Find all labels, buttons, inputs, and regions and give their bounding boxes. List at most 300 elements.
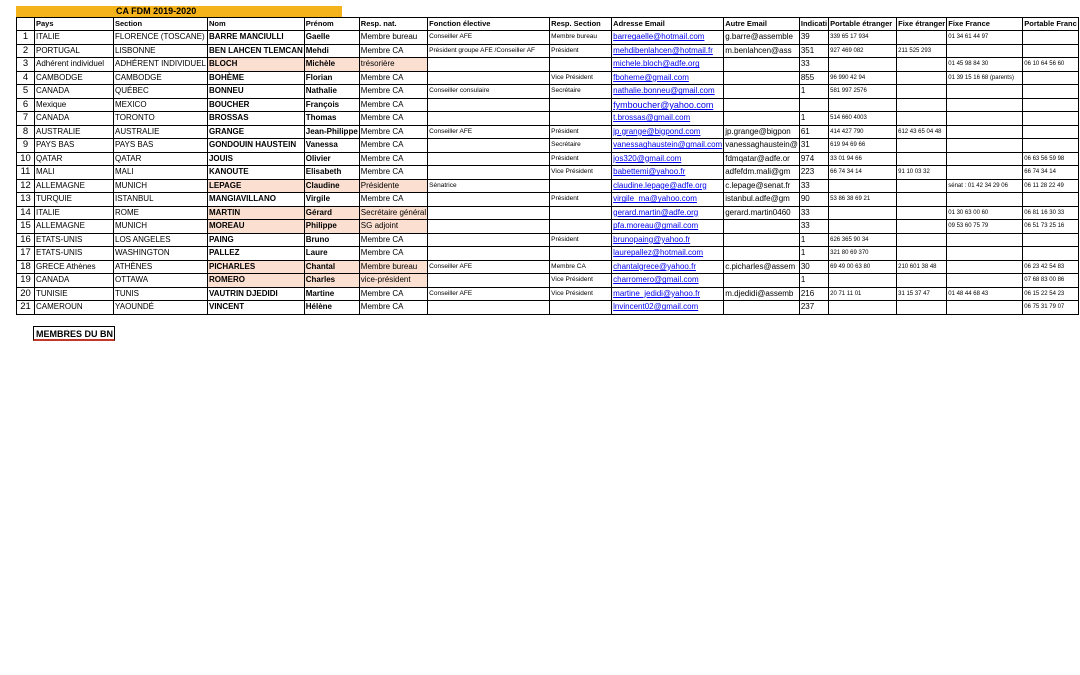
col-section-header: Section <box>114 18 208 31</box>
section-cell: ATHÈNES <box>114 260 208 274</box>
resp-nat-cell: Membre CA <box>359 112 427 126</box>
table-row <box>17 206 1079 220</box>
autre-email-cell <box>724 85 800 99</box>
fixe-etranger-cell <box>897 112 947 126</box>
prenom-cell: Philippe <box>304 220 359 234</box>
prenom-cell: Vanessa <box>304 139 359 153</box>
portable-etranger-cell: 626 365 90 34 <box>829 233 897 247</box>
table-row <box>17 139 1079 153</box>
row-number: 16 <box>17 233 35 247</box>
fixe-france-cell <box>947 193 1023 207</box>
pays-cell: QATAR <box>35 152 114 166</box>
portable-etranger-cell <box>829 58 897 72</box>
email-cell[interactable]: virgile_ma@yahoo.com <box>612 193 724 207</box>
portable-etranger-cell: 321 80 69 370 <box>829 247 897 261</box>
nom-cell: MARTIN <box>207 206 304 220</box>
sheet-title: CA FDM 2019-2020 <box>116 6 197 16</box>
autre-email-cell: g.barre@assemble <box>724 31 800 45</box>
pays-cell: MALI <box>35 166 114 180</box>
indicatif-cell: 855 <box>799 71 828 85</box>
row-number: 5 <box>17 85 35 99</box>
autre-email-cell <box>724 233 800 247</box>
indicatif-cell: 216 <box>799 287 828 301</box>
resp-section-cell: Président <box>550 125 612 139</box>
fonction-cell: Conseiller AFE <box>428 31 550 45</box>
col-fixe-france-header: Fixe France <box>947 18 1023 31</box>
table-row <box>17 193 1079 207</box>
autre-email-cell: adfefdm.mali@gm <box>724 166 800 180</box>
portable-etranger-cell <box>829 179 897 193</box>
resp-section-cell <box>550 220 612 234</box>
resp-section-cell: Président <box>550 193 612 207</box>
fixe-france-cell: 01 48 44 68 43 <box>947 287 1023 301</box>
portable-etranger-cell: 53 86 38 69 21 <box>829 193 897 207</box>
table-row <box>17 31 1079 45</box>
fonction-cell <box>428 152 550 166</box>
col-prenom-header: Prénom <box>304 18 359 31</box>
table-row <box>17 260 1079 274</box>
col-fonction-header: Fonction élective <box>428 18 550 31</box>
nom-cell: JOUIS <box>207 152 304 166</box>
fonction-cell <box>428 98 550 112</box>
table-row <box>17 44 1079 58</box>
row-number: 9 <box>17 139 35 153</box>
indicatif-cell: 1 <box>799 112 828 126</box>
autre-email-cell: fdmqatar@adfe.or <box>724 152 800 166</box>
resp-nat-cell: Membre CA <box>359 287 427 301</box>
portable-france-cell: 06 11 28 22 49 <box>1023 179 1079 193</box>
prenom-cell: Jean-Philippe <box>304 125 359 139</box>
autre-email-cell <box>724 98 800 112</box>
indicatif-cell: 351 <box>799 44 828 58</box>
fonction-cell: Président groupe AFE /Conseiller AF <box>428 44 550 58</box>
fixe-etranger-cell: 612 43 65 04 48 <box>897 125 947 139</box>
nom-cell: VAUTRIN DJEDIDI <box>207 287 304 301</box>
col-email-header: Adresse Email <box>612 18 724 31</box>
col-portable-etranger-header: Portable étranger <box>829 18 897 31</box>
sheet-title-bar <box>16 6 342 17</box>
fixe-france-cell <box>947 98 1023 112</box>
fixe-etranger-cell <box>897 301 947 315</box>
email-cell[interactable]: claudine.lepage@adfe.org <box>612 179 724 193</box>
portable-etranger-cell: 66 74 34 14 <box>829 166 897 180</box>
email-cell[interactable]: babettemi@yahoo.fr <box>612 166 724 180</box>
email-cell[interactable]: martine_jedidi@yahoo.fr <box>612 287 724 301</box>
portable-etranger-cell: 33 01 94 66 <box>829 152 897 166</box>
fixe-france-cell <box>947 139 1023 153</box>
resp-nat-cell: Membre CA <box>359 193 427 207</box>
resp-section-cell <box>550 112 612 126</box>
resp-section-cell <box>550 206 612 220</box>
resp-nat-cell: Membre CA <box>359 44 427 58</box>
col-portable-france-header: Portable Franc <box>1023 18 1079 31</box>
indicatif-cell: 1 <box>799 233 828 247</box>
nom-cell: VINCENT <box>207 301 304 315</box>
col-fixe-etranger-header: Fixe étranger <box>897 18 947 31</box>
fonction-cell <box>428 206 550 220</box>
resp-nat-cell: Membre CA <box>359 125 427 139</box>
bn-label-box <box>33 326 115 341</box>
autre-email-cell: istanbul.adfe@gm <box>724 193 800 207</box>
prenom-cell: Chantal <box>304 260 359 274</box>
fixe-etranger-cell: 31 15 37 47 <box>897 287 947 301</box>
email-cell[interactable]: jp.grange@bigpond.com <box>612 125 724 139</box>
portable-france-cell <box>1023 85 1079 99</box>
fixe-etranger-cell: 211 525 293 <box>897 44 947 58</box>
resp-section-cell <box>550 58 612 72</box>
section-cell: YAOUNDÉ <box>114 301 208 315</box>
pays-cell: AUSTRALIE <box>35 125 114 139</box>
prenom-cell: Olivier <box>304 152 359 166</box>
portable-etranger-cell: 96 990 42 94 <box>829 71 897 85</box>
nom-cell: BOHÈME <box>207 71 304 85</box>
section-cell: CAMBODGE <box>114 71 208 85</box>
col-resp-nat-header: Resp. nat. <box>359 18 427 31</box>
fixe-etranger-cell <box>897 71 947 85</box>
indicatif-cell: 30 <box>799 260 828 274</box>
nom-cell: LEPAGE <box>207 179 304 193</box>
portable-etranger-cell: 69 49 00 63 80 <box>829 260 897 274</box>
table-row <box>17 247 1079 261</box>
indicatif-cell: 237 <box>799 301 828 315</box>
table-row <box>17 233 1079 247</box>
portable-france-cell: 06 81 16 30 33 <box>1023 206 1079 220</box>
row-number: 10 <box>17 152 35 166</box>
autre-email-cell: c.lepage@senat.fr <box>724 179 800 193</box>
row-number: 15 <box>17 220 35 234</box>
autre-email-cell <box>724 247 800 261</box>
nom-cell: PICHARLES <box>207 260 304 274</box>
autre-email-cell: vanessaghaustein@ <box>724 139 800 153</box>
autre-email-cell: m.benlahcen@ass <box>724 44 800 58</box>
pays-cell: ETATS-UNIS <box>35 247 114 261</box>
fixe-etranger-cell <box>897 274 947 288</box>
portable-france-cell: 06 63 56 59 98 <box>1023 152 1079 166</box>
row-number: 19 <box>17 274 35 288</box>
indicatif-cell: 33 <box>799 179 828 193</box>
fonction-cell: Conseiller AFE <box>428 287 550 301</box>
fonction-cell <box>428 112 550 126</box>
portable-france-cell <box>1023 31 1079 45</box>
prenom-cell: Claudine <box>304 179 359 193</box>
email-cell[interactable]: pfa.moreau@gmail.com <box>612 220 724 234</box>
fixe-etranger-cell <box>897 233 947 247</box>
indicatif-cell: 31 <box>799 139 828 153</box>
fixe-france-cell <box>947 112 1023 126</box>
fixe-etranger-cell: 210 601 38 48 <box>897 260 947 274</box>
portable-etranger-cell: 927 469 082 <box>829 44 897 58</box>
resp-nat-cell: trésorière <box>359 58 427 72</box>
portable-etranger-cell: 414 427 790 <box>829 125 897 139</box>
resp-section-cell <box>550 179 612 193</box>
resp-section-cell <box>550 301 612 315</box>
row-number: 21 <box>17 301 35 315</box>
autre-email-cell: m.djedidi@assemb <box>724 287 800 301</box>
pays-cell: GRECE Athènes <box>35 260 114 274</box>
indicatif-cell: 39 <box>799 31 828 45</box>
resp-section-cell <box>550 98 612 112</box>
resp-section-cell: Vice Président <box>550 166 612 180</box>
indicatif-cell: 90 <box>799 193 828 207</box>
resp-nat-cell: SG adjoint <box>359 220 427 234</box>
pays-cell: ALLEMAGNE <box>35 220 114 234</box>
email-cell[interactable]: mehdibenlahcen@hotmail.fr <box>612 44 724 58</box>
section-cell: ROME <box>114 206 208 220</box>
fixe-etranger-cell <box>897 179 947 193</box>
fixe-etranger-cell <box>897 85 947 99</box>
row-number: 8 <box>17 125 35 139</box>
resp-section-cell: Vice Président <box>550 274 612 288</box>
autre-email-cell <box>724 58 800 72</box>
resp-nat-cell: Présidente <box>359 179 427 193</box>
fonction-cell <box>428 71 550 85</box>
prenom-cell: Mehdi <box>304 44 359 58</box>
pays-cell: Adhérent individuel <box>35 58 114 72</box>
autre-email-cell: jp.grange@bigpon <box>724 125 800 139</box>
fixe-france-cell: 01 34 61 44 97 <box>947 31 1023 45</box>
fixe-france-cell: 09 53 60 75 79 <box>947 220 1023 234</box>
fixe-france-cell <box>947 125 1023 139</box>
row-number: 6 <box>17 98 35 112</box>
row-number: 12 <box>17 179 35 193</box>
nom-cell: KANOUTE <box>207 166 304 180</box>
fixe-etranger-cell <box>897 152 947 166</box>
col-autre-email-header: Autre Email <box>724 18 800 31</box>
portable-france-cell: 07 68 83 00 86 <box>1023 274 1079 288</box>
section-cell: ISTANBUL <box>114 193 208 207</box>
row-number: 18 <box>17 260 35 274</box>
row-number: 17 <box>17 247 35 261</box>
table-row <box>17 125 1079 139</box>
nom-cell: BOUCHER <box>207 98 304 112</box>
resp-section-cell: Président <box>550 44 612 58</box>
row-number: 14 <box>17 206 35 220</box>
row-number: 4 <box>17 71 35 85</box>
resp-section-cell: Membre bureau <box>550 31 612 45</box>
header-row <box>17 18 1079 31</box>
fonction-cell <box>428 58 550 72</box>
table-body <box>17 31 1079 315</box>
fixe-etranger-cell <box>897 31 947 45</box>
email-cell[interactable]: t.brossas@gmail.com <box>612 112 724 126</box>
fonction-cell <box>428 193 550 207</box>
resp-section-cell: Président <box>550 152 612 166</box>
email-cell[interactable]: vanessaghaustein@gmail.com <box>612 139 724 153</box>
indicatif-cell: 61 <box>799 125 828 139</box>
prenom-cell: Charles <box>304 274 359 288</box>
resp-section-cell <box>550 247 612 261</box>
section-cell: FLORENCE (TOSCANE) <box>114 31 208 45</box>
prenom-cell: Laure <box>304 247 359 261</box>
indicatif-cell <box>799 98 828 112</box>
resp-nat-cell: Membre CA <box>359 233 427 247</box>
portable-etranger-cell: 20 71 11 01 <box>829 287 897 301</box>
prenom-cell: Thomas <box>304 112 359 126</box>
pays-cell: Mexique <box>35 98 114 112</box>
table-row <box>17 179 1079 193</box>
portable-france-cell <box>1023 125 1079 139</box>
resp-nat-cell: Membre bureau <box>359 31 427 45</box>
pays-cell: CANADA <box>35 274 114 288</box>
indicatif-cell: 1 <box>799 274 828 288</box>
section-cell: PAYS BAS <box>114 139 208 153</box>
email-cell[interactable]: fboheme@gmail.com <box>612 71 724 85</box>
fixe-etranger-cell: 91 10 03 32 <box>897 166 947 180</box>
email-cell[interactable]: nathalie.bonneu@gmail.com <box>612 85 724 99</box>
section-cell: LOS ANGELES <box>114 233 208 247</box>
portable-etranger-cell: 514 660 4003 <box>829 112 897 126</box>
portable-france-cell <box>1023 139 1079 153</box>
col-index-header <box>17 18 35 31</box>
email-cell[interactable]: jos320@gmail.com <box>612 152 724 166</box>
email-cell[interactable]: chantalgrece@yahoo.fr <box>612 260 724 274</box>
email-cell[interactable]: lnvincent02@gmail.com <box>612 301 724 315</box>
fixe-etranger-cell <box>897 193 947 207</box>
fixe-etranger-cell <box>897 139 947 153</box>
table-row <box>17 301 1079 315</box>
portable-etranger-cell: 619 94 69 66 <box>829 139 897 153</box>
nom-cell: BONNEU <box>207 85 304 99</box>
fixe-france-cell <box>947 301 1023 315</box>
indicatif-cell: 1 <box>799 85 828 99</box>
indicatif-cell: 1 <box>799 247 828 261</box>
autre-email-cell: c.picharles@assem <box>724 260 800 274</box>
table-row <box>17 58 1079 72</box>
portable-france-cell <box>1023 71 1079 85</box>
fonction-cell: Sénatrice <box>428 179 550 193</box>
email-cell[interactable]: gerard.martin@adfe.org <box>612 206 724 220</box>
fixe-france-cell <box>947 233 1023 247</box>
bn-label: MEMBRES DU BN <box>36 329 114 339</box>
resp-nat-cell: Membre CA <box>359 71 427 85</box>
row-number: 1 <box>17 31 35 45</box>
row-number: 13 <box>17 193 35 207</box>
nom-cell: PALLEZ <box>207 247 304 261</box>
portable-france-cell <box>1023 247 1079 261</box>
table-row <box>17 152 1079 166</box>
indicatif-cell: 223 <box>799 166 828 180</box>
email-cell[interactable]: barregaelle@hotmail.com <box>612 31 724 45</box>
fonction-cell <box>428 220 550 234</box>
fixe-france-cell <box>947 152 1023 166</box>
table-row <box>17 274 1079 288</box>
col-resp-section-header: Resp. Section <box>550 18 612 31</box>
pays-cell: ITALIE <box>35 206 114 220</box>
section-cell: MEXICO <box>114 98 208 112</box>
table-row <box>17 287 1079 301</box>
autre-email-cell <box>724 71 800 85</box>
portable-etranger-cell: 581 997 2576 <box>829 85 897 99</box>
email-cell[interactable]: brunopaing@yahoo.fr <box>612 233 724 247</box>
table-row <box>17 98 1079 112</box>
portable-france-cell: 06 75 31 79 07 <box>1023 301 1079 315</box>
nom-cell: BARRE MANCIULLI <box>207 31 304 45</box>
pays-cell: CANADA <box>35 112 114 126</box>
portable-etranger-cell <box>829 274 897 288</box>
section-cell: MUNICH <box>114 220 208 234</box>
portable-france-cell: 06 23 42 54 83 <box>1023 260 1079 274</box>
indicatif-cell: 33 <box>799 220 828 234</box>
indicatif-cell: 974 <box>799 152 828 166</box>
email-cell[interactable]: laurepallez@hotmail.com <box>612 247 724 261</box>
portable-france-cell: 06 15 22 54 23 <box>1023 287 1079 301</box>
fonction-cell <box>428 166 550 180</box>
fonction-cell: Conseiller AFE <box>428 260 550 274</box>
resp-nat-cell: Membre CA <box>359 301 427 315</box>
prenom-cell: Gaelle <box>304 31 359 45</box>
section-cell: MUNICH <box>114 179 208 193</box>
portable-etranger-cell <box>829 98 897 112</box>
fonction-cell <box>428 247 550 261</box>
pays-cell: CANADA <box>35 85 114 99</box>
pays-cell: ALLEMAGNE <box>35 179 114 193</box>
portable-france-cell: 66 74 34 14 <box>1023 166 1079 180</box>
autre-email-cell: gerard.martin0460 <box>724 206 800 220</box>
pays-cell: ETATS-UNIS <box>35 233 114 247</box>
portable-etranger-cell <box>829 206 897 220</box>
table-row <box>17 71 1079 85</box>
resp-nat-cell: Membre CA <box>359 247 427 261</box>
section-cell: AUSTRALIE <box>114 125 208 139</box>
portable-france-cell <box>1023 193 1079 207</box>
indicatif-cell: 33 <box>799 206 828 220</box>
pays-cell: ITALIE <box>35 31 114 45</box>
fonction-cell <box>428 233 550 247</box>
section-cell: ADHÉRENT INDIVIDUEL <box>114 58 208 72</box>
portable-etranger-cell: 339 65 17 934 <box>829 31 897 45</box>
nom-cell: PAING <box>207 233 304 247</box>
row-number: 7 <box>17 112 35 126</box>
prenom-cell: Michèle <box>304 58 359 72</box>
resp-section-cell: Vice Président <box>550 71 612 85</box>
portable-france-cell <box>1023 44 1079 58</box>
fixe-france-cell <box>947 260 1023 274</box>
fixe-france-cell: sénat : 01 42 34 29 06 <box>947 179 1023 193</box>
col-pays-header: Pays <box>35 18 114 31</box>
nom-cell: GONDOUIN HAUSTEIN <box>207 139 304 153</box>
portable-etranger-cell <box>829 301 897 315</box>
pays-cell: PAYS BAS <box>35 139 114 153</box>
email-cell[interactable]: charromero@gmail.com <box>612 274 724 288</box>
section-cell: LISBONNE <box>114 44 208 58</box>
row-number: 3 <box>17 58 35 72</box>
table-row <box>17 220 1079 234</box>
fixe-etranger-cell <box>897 206 947 220</box>
prenom-cell: Martine <box>304 287 359 301</box>
col-nom-header: Nom <box>207 18 304 31</box>
indicatif-cell: 33 <box>799 58 828 72</box>
prenom-cell: Hélène <box>304 301 359 315</box>
nom-cell: BEN LAHCEN TLEMCAN <box>207 44 304 58</box>
email-cell[interactable]: fymboucher@yahoo.com <box>612 98 724 112</box>
resp-section-cell: Secrétaire <box>550 85 612 99</box>
row-number: 2 <box>17 44 35 58</box>
section-cell: QUÉBEC <box>114 85 208 99</box>
nom-cell: GRANGE <box>207 125 304 139</box>
portable-france-cell <box>1023 112 1079 126</box>
portable-etranger-cell <box>829 220 897 234</box>
row-number: 20 <box>17 287 35 301</box>
row-number: 11 <box>17 166 35 180</box>
resp-section-cell: Président <box>550 233 612 247</box>
table-row <box>17 166 1079 180</box>
fixe-etranger-cell <box>897 247 947 261</box>
email-cell[interactable]: michele.bloch@adfe.org <box>612 58 724 72</box>
fixe-france-cell: 01 39 15 16 68 (parents) <box>947 71 1023 85</box>
nom-cell: BLOCH <box>207 58 304 72</box>
pays-cell: TURQUIE <box>35 193 114 207</box>
portable-france-cell <box>1023 98 1079 112</box>
